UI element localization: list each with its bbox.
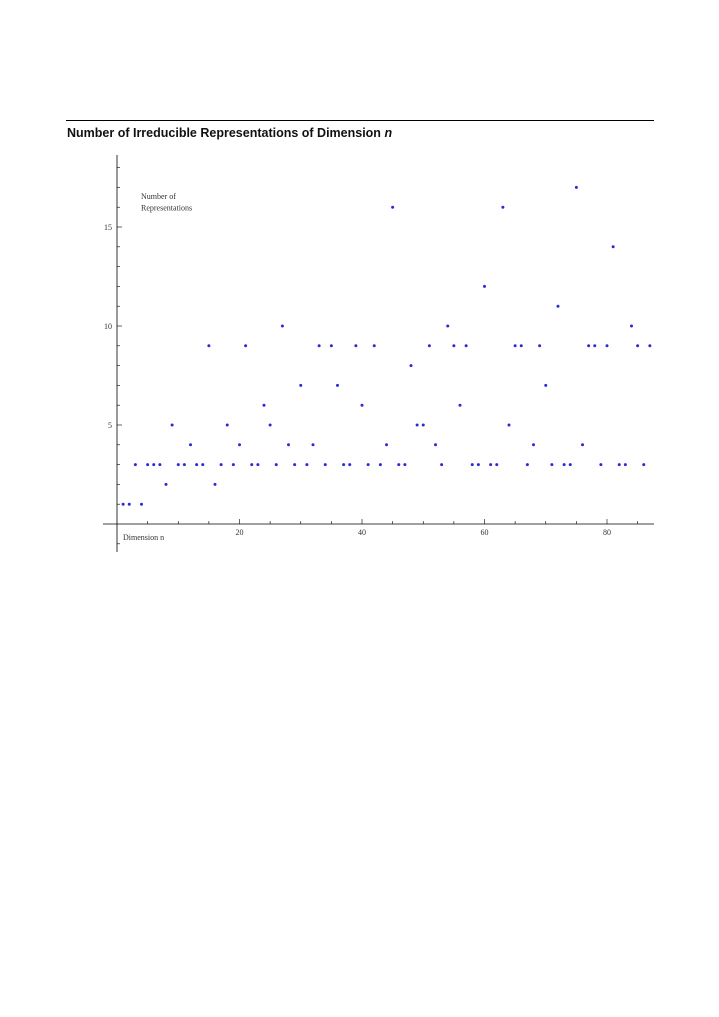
data-point <box>281 325 284 328</box>
data-point <box>250 463 253 466</box>
data-point <box>501 206 504 209</box>
data-point <box>508 424 511 427</box>
data-point <box>226 424 229 427</box>
x-tick-label: 40 <box>358 528 366 537</box>
data-point <box>446 325 449 328</box>
data-point <box>354 344 357 347</box>
data-point <box>599 463 602 466</box>
chart-title-text: Number of Irreducible Representations of Dimension <box>67 126 381 140</box>
data-point <box>379 463 382 466</box>
data-point <box>324 463 327 466</box>
data-point <box>612 245 615 248</box>
data-point <box>440 463 443 466</box>
data-point <box>422 424 425 427</box>
data-point <box>624 463 627 466</box>
data-point <box>544 384 547 387</box>
data-point <box>128 503 131 506</box>
data-point <box>434 443 437 446</box>
data-point <box>122 503 125 506</box>
data-point <box>495 463 498 466</box>
data-point <box>391 206 394 209</box>
data-point <box>471 463 474 466</box>
data-point <box>648 344 651 347</box>
x-axis-label: Dimension n <box>123 533 165 542</box>
data-point <box>318 344 321 347</box>
data-point <box>177 463 180 466</box>
data-point <box>575 186 578 189</box>
data-point <box>520 344 523 347</box>
data-point <box>477 463 480 466</box>
y-axis-label: Representations <box>141 203 193 213</box>
data-point <box>385 443 388 446</box>
chart-title-variable: n <box>384 126 393 140</box>
data-point <box>465 344 468 347</box>
data-point <box>171 424 174 427</box>
data-point <box>489 463 492 466</box>
data-point <box>275 463 278 466</box>
data-point <box>526 463 529 466</box>
data-point <box>538 344 541 347</box>
data-point <box>361 404 364 407</box>
data-point <box>367 463 370 466</box>
data-point <box>403 463 406 466</box>
data-point <box>269 424 272 427</box>
y-tick-label: 10 <box>104 322 112 331</box>
data-point <box>220 463 223 466</box>
x-tick-label: 20 <box>235 528 244 537</box>
data-point <box>336 384 339 387</box>
data-point <box>452 344 455 347</box>
data-point <box>563 463 566 466</box>
data-point <box>146 463 149 466</box>
data-point <box>263 404 266 407</box>
data-point <box>342 463 345 466</box>
data-point <box>416 424 419 427</box>
data-point <box>207 344 210 347</box>
data-point <box>459 404 462 407</box>
data-point <box>348 463 351 466</box>
data-point <box>134 463 137 466</box>
data-point <box>189 443 192 446</box>
data-point <box>152 463 155 466</box>
data-point <box>428 344 431 347</box>
data-point <box>618 463 621 466</box>
data-point <box>165 483 168 486</box>
data-point <box>244 344 247 347</box>
data-point <box>330 344 333 347</box>
data-point <box>410 364 413 367</box>
data-point <box>630 325 633 328</box>
data-point <box>232 463 235 466</box>
y-axis-label: Number of <box>141 192 176 201</box>
data-point <box>483 285 486 288</box>
data-point <box>201 463 204 466</box>
data-point <box>373 344 376 347</box>
data-point <box>256 463 259 466</box>
data-point <box>532 443 535 446</box>
data-point <box>214 483 217 486</box>
data-point <box>305 463 308 466</box>
data-point <box>312 443 315 446</box>
x-tick-label: 80 <box>603 528 611 537</box>
data-point <box>550 463 553 466</box>
y-tick-label: 15 <box>104 223 112 232</box>
data-point <box>557 305 560 308</box>
data-point <box>158 463 161 466</box>
data-point <box>293 463 296 466</box>
data-point <box>642 463 645 466</box>
data-point <box>140 503 143 506</box>
data-point <box>606 344 609 347</box>
data-point <box>514 344 517 347</box>
data-point <box>569 463 572 466</box>
data-point <box>238 443 241 446</box>
data-point <box>587 344 590 347</box>
data-point <box>593 344 596 347</box>
data-point <box>287 443 290 446</box>
data-point <box>581 443 584 446</box>
data-point <box>636 344 639 347</box>
data-point <box>397 463 400 466</box>
data-point <box>195 463 198 466</box>
x-tick-label: 60 <box>480 528 489 537</box>
y-tick-label: 5 <box>108 421 112 430</box>
data-point <box>183 463 186 466</box>
data-point <box>299 384 302 387</box>
